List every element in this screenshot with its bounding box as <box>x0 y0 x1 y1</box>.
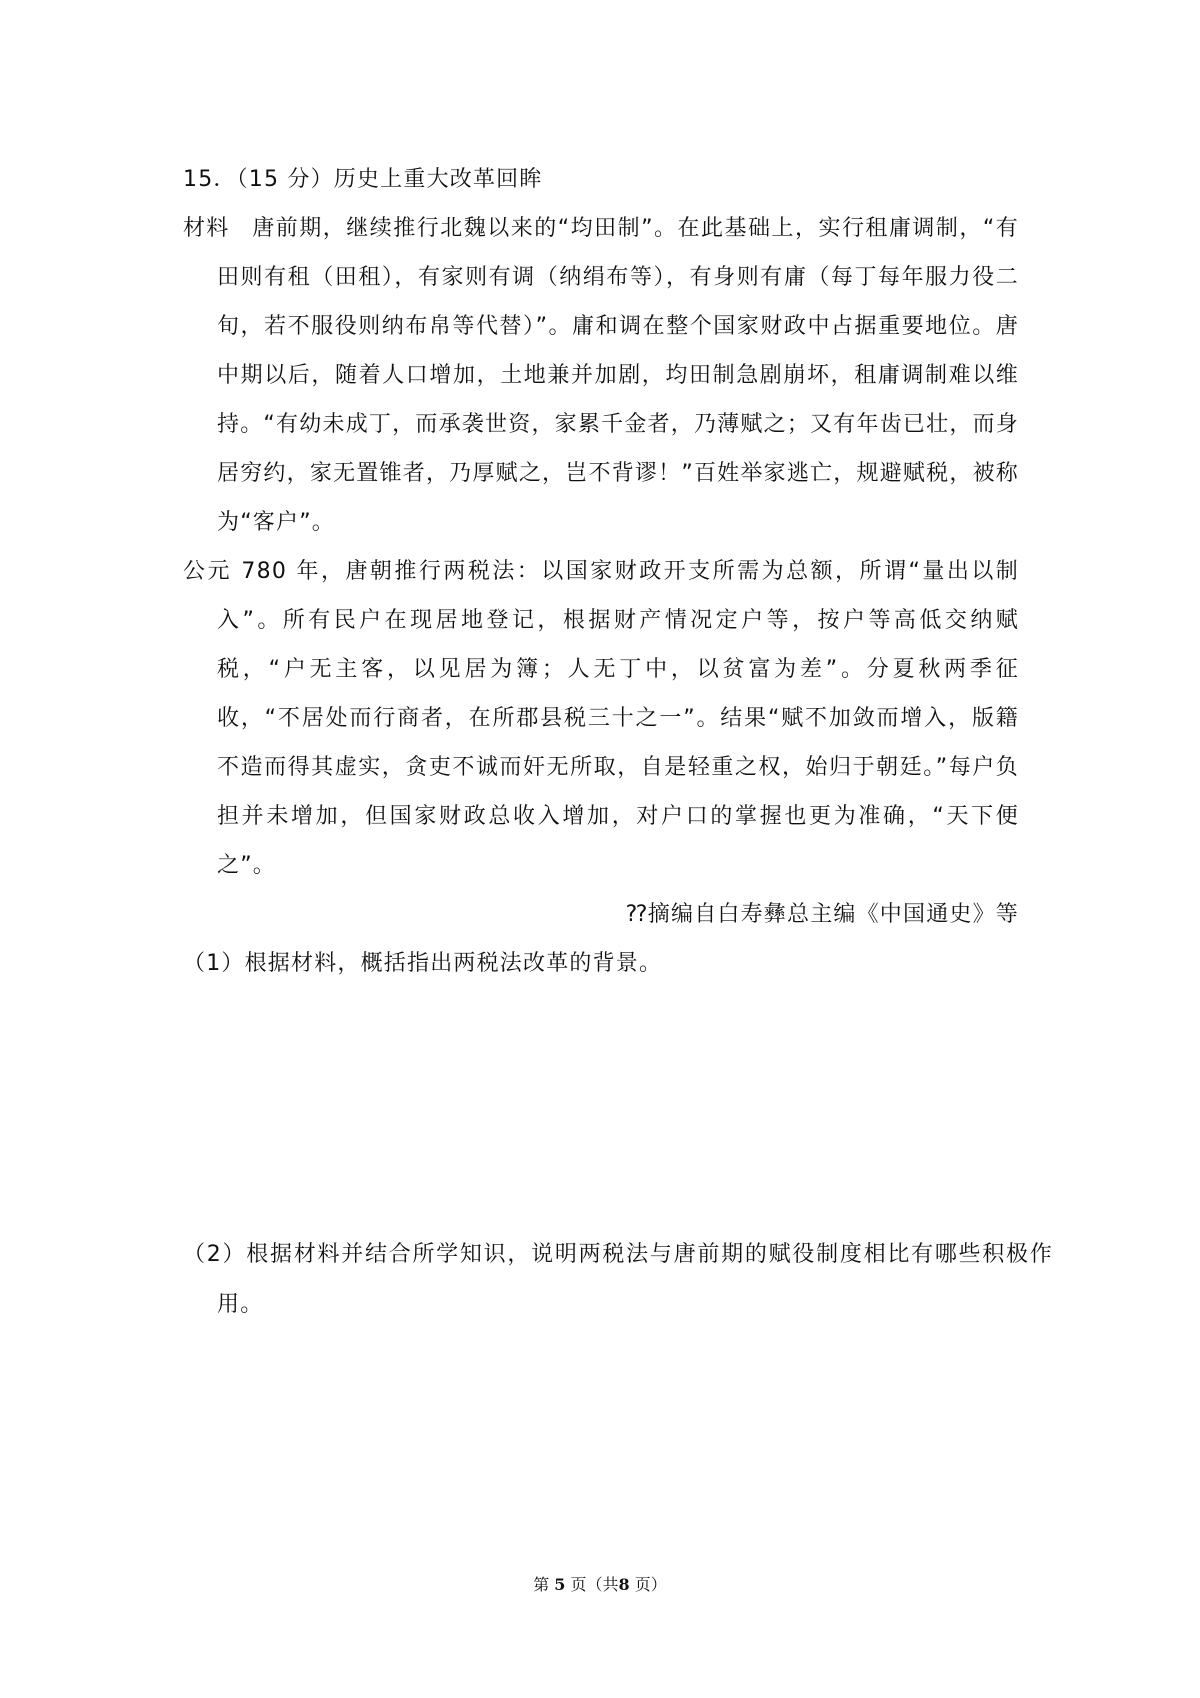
page-footer <box>0 1572 1200 1595</box>
question-block <box>183 155 1019 988</box>
footer-mid: 页（共 <box>570 1575 619 1594</box>
question-title: 15．（15 分）历史上重大改革回眸 <box>183 167 543 192</box>
footer-prefix: 第 <box>533 1575 550 1594</box>
sub-question-2: （2）根据材料并结合所学知识，说明两税法与唐前期的赋役制度相比有哪些积极作用。 <box>183 1242 1053 1317</box>
sub-question-1: （1）根据材料，概括指出两税法改革的背景。 <box>183 951 663 976</box>
footer-total-pages: 8 <box>618 1575 630 1594</box>
footer-page-number: 5 <box>554 1575 566 1594</box>
material-label: 材料 <box>183 216 230 241</box>
material-text-2: 公元 780 年，唐朝推行两税法：以国家财政开支所需为总额，所谓“量出以制入”。所有民户在现居地登记，根据财产情况定户等，按户等高低交纳赋税，“户无主客，以见居为簿；人无丁中，以贫富为差”。分夏秋两季征收，“不居处而行商者，在所郡县税三十之一”。结果“赋不加敛而增入，版籍不造而得其虚实，贪吏不诚而奸无所取，自是轻重之权，始归于朝廷。”每户负担并未增加，但国家财政总收入增加，对户口的掌握也更为准确，“天下便之”。 <box>183 559 1019 878</box>
material-paragraph-1 <box>183 204 1019 547</box>
footer-suffix: 页） <box>634 1575 667 1594</box>
material-text-1: 唐前期，继续推行北魏以来的“均田制”。在此基础上，实行租庸调制，“有田则有租（田租），有家则有调（纳绢布等），有身则有庸（每丁每年服力役二旬，若不服役则纳布帛等代替）”。庸和调在整个国家财政中占据重要地位。唐中期以后，随着人口增加，土地兼并加剧，均田制急剧崩坏，租庸调制难以维持。“有幼未成丁，而承袭世资，家累千金者，乃薄赋之；又有年齿已壮，而身居穷约，家无置锥者，乃厚赋之，岂不背谬！”百姓举家逃亡，规避赋税，被称为“客户”。 <box>217 216 1019 535</box>
material-source: ⁇摘编自白寿彝总主编《中国通史》等 <box>626 902 1019 927</box>
material-paragraph-2 <box>183 547 1019 890</box>
